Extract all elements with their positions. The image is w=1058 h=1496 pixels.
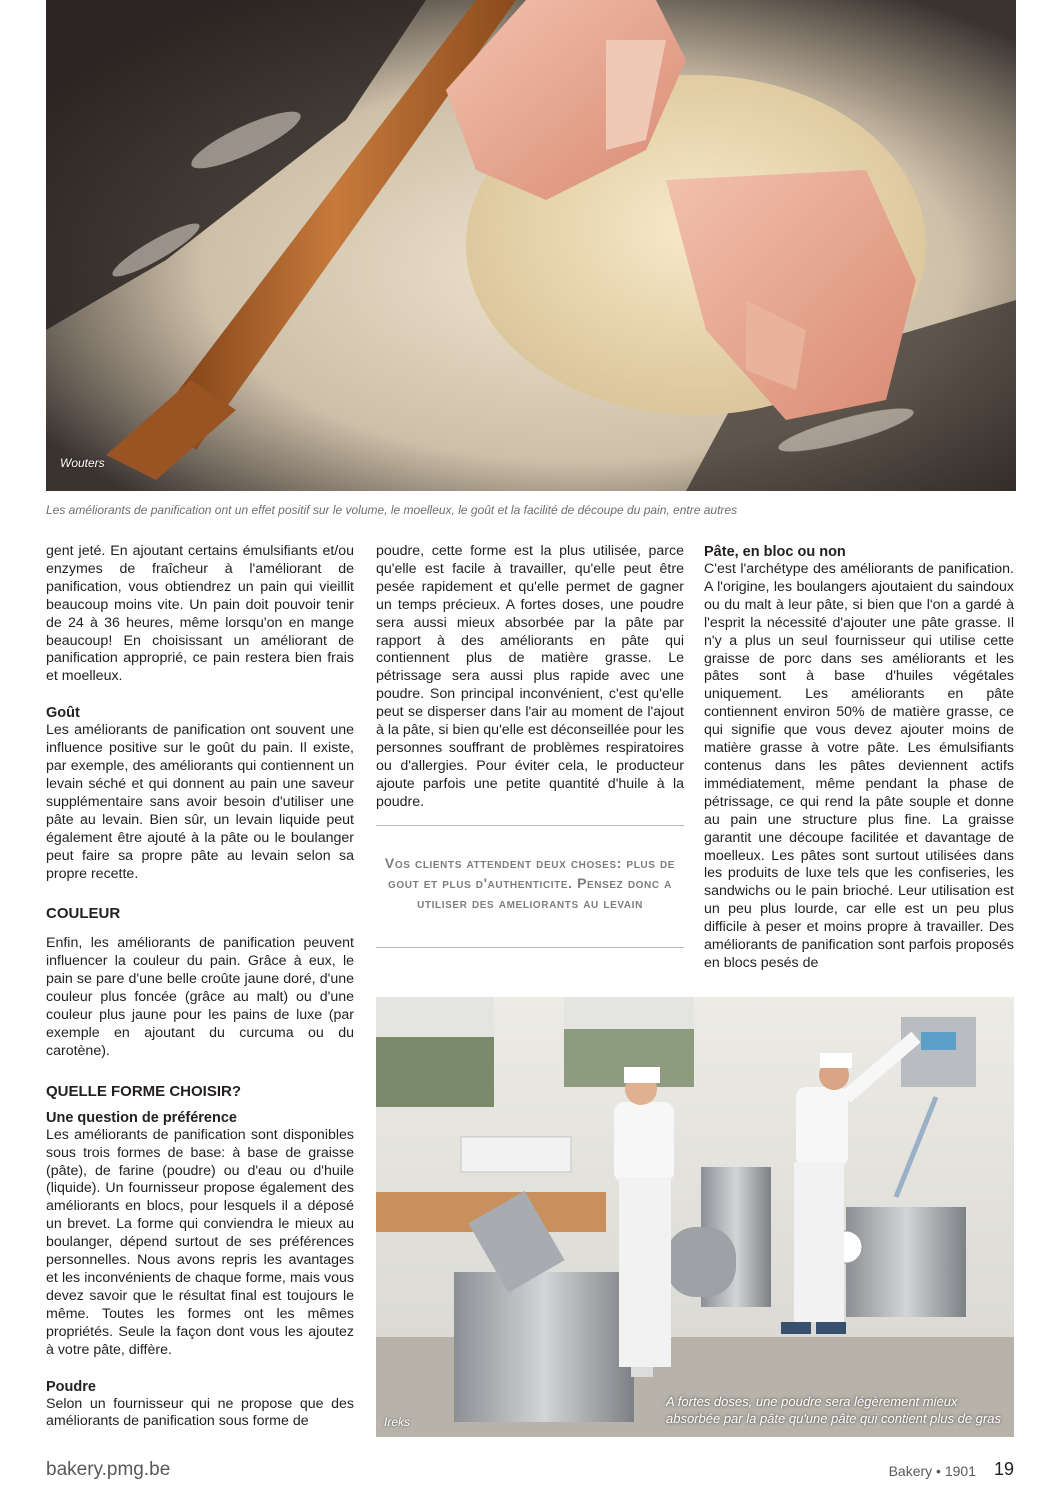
- quote-rule-bottom: [376, 947, 684, 948]
- pull-quote: Vos clients attendent deux choses: plus de gout et plus d'authenticite. Pensez donc a utiliser des ameliorants au levain: [384, 855, 676, 911]
- paragraph-question: Les améliorants de panification sont disponibles sous trois formes de base: à base de graisse (pâte), de farine (poudre) ou d'eau ou d'huile (liquide). Un fournisseur propose également des améliorants en blocs, pour lesquels il a déposé un brevet. La forme qui conviendra le mieux au boulanger, dépend surtout de ses préférences personnelles. Nous avons repris les avantages et les inconvénients de chaque forme, mais vous devez savoir que le résultat final est toujours le même. Toutes les formes ont les mêmes propriétés. Seule la façon dont vous les ajoutez à votre pâte, diffère.: [46, 1126, 354, 1358]
- worker-left: [614, 1067, 674, 1377]
- paragraph-poudre: poudre, cette forme est la plus utilisée, parce qu'elle est facile à travailler, qu'elle peut être pesée rapidement et qu'elle permet de gagner un temps précieux. A fortes doses, une poudre sera aussi mieux absorbée par la pâte par rapport à des améliorants en pâte qui contiennent plus de matière grasse. Le pétrissage sera aussi plus rapide avec une poudre. Son principal inconvénient, c'est qu'elle peut se disperser dans l'air au moment de l'ajout à la pâte, si bien qu'elle est déconseillée pour les personnes souffrant de problèmes respiratoires ou d'allergies. Pour éviter cela, le producteur ajoute parfois une petite quantité d'huile à la poudre.: [376, 543, 684, 810]
- paragraph-poudre-start: Selon un fournisseur qui ne propose que des améliorants de panification sous forme de: [46, 1395, 354, 1430]
- top-photo: [46, 0, 1016, 491]
- footer-magazine-issue: Bakery • 1901: [888, 1463, 976, 1479]
- photo-caption-bottom: A fortes doses, une poudre sera légèrement mieux absorbée par la pâte qu'une pâte qui contient plus de gras: [666, 1394, 1001, 1426]
- heading-forme: QUELLE FORME CHOISIR?: [46, 1082, 241, 1100]
- heading-poudre: Poudre: [46, 1378, 96, 1395]
- footer-website: bakery.pmg.be: [46, 1459, 171, 1480]
- paragraph-intro: gent jeté. En ajoutant certains émulsifiants et/ou enzymes de fraîcheur à l'améliorant de panification, vous obtiendrez un pain qui vieillit beaucoup moins vite. Un pain doit pouvoir tenir de 24 à 36 heures, même lorsqu'on en mange beaucoup! En choisissant un améliorant de panification approprié, ce pain restera bien frais et moelleux.: [46, 543, 354, 685]
- photo-credit: Wouters: [60, 456, 105, 470]
- column-1: [46, 543, 354, 1431]
- bottom-photo: [376, 997, 1014, 1437]
- photo-caption: Les améliorants de panification ont un effet positif sur le volume, le moelleux, le goût et la facilité de découpe du pain, entre autres: [46, 503, 738, 517]
- paragraph-gout: Les améliorants de panification ont souvent une influence positive sur le goût du pain. Il existe, par exemple, des améliorants qui contiennent un levain séché et qui donnent au pain une saveur supplémentaire sans avoir besoin d'utiliser une pâte au levain. Bien sûr, un levain liquide peut également être ajouté à la pâte ou le boulanger peut faire sa propre pâte au levain selon sa propre recette.: [46, 722, 354, 882]
- photo-credit-bottom: Ireks: [384, 1415, 411, 1429]
- bakery-workers-image: [376, 997, 1014, 1437]
- heading-question: Une question de préférence: [46, 1109, 237, 1126]
- quote-rule-top: [376, 825, 684, 826]
- heading-gout: Goût: [46, 705, 80, 722]
- heading-couleur: COULEUR: [46, 905, 121, 923]
- page-number: 19: [993, 1459, 1014, 1479]
- column-2: [376, 543, 684, 812]
- kneading-dough-image: [46, 0, 1016, 491]
- column-3: [704, 543, 1014, 973]
- heading-pate: Pâte, en bloc ou non: [704, 544, 846, 560]
- paragraph-couleur: Enfin, les améliorants de panification peuvent influencer la couleur du pain. Grâce à eux, le pain se pare d'une belle croûte jaune doré, d'une couleur plus foncée (grâce au malt) ou d'une couleur plus jaune pour les pains de luxe (par exemple en ajoutant du curcuma ou du carotène).: [46, 935, 354, 1059]
- paragraph-pate: C'est l'archétype des améliorants de panification. A l'origine, les boulangers ajoutaient du saindoux ou du malt à leur pâte, si bien que l'on a gardé à l'esprit la nécessité d'ajouter une pâte grasse. Il n'y a plus un seul fournisseur qui utilise cette graisse de porc dans ses améliorants et les pâtes sont à base d'huiles végétales uniquement. Les améliorants en pâte contiennent environ 50% de matière grasse, ce qui signifie que vous devez ajouter moins de matière grasse à votre pâte. Les émulsifiants contenus dans les pâtes deviennent actifs immédiatement, même pendant la phase de pétrissage, ce qui rend la pâte souple et donne au pain une structure plus fine. La graisse garantit une découpe facilitée et davantage de moelleux. Les pâtes sont surtout utilisées dans les produits de luxe tels que les confiseries, les sandwichs ou le pain brioché. Leur utilisation est un peu plus lourde, car elle est un peu plus difficile à peser et moins propre à travailler. Des améliorants de panification sont parfois proposés en blocs pesés de: [704, 561, 1014, 971]
